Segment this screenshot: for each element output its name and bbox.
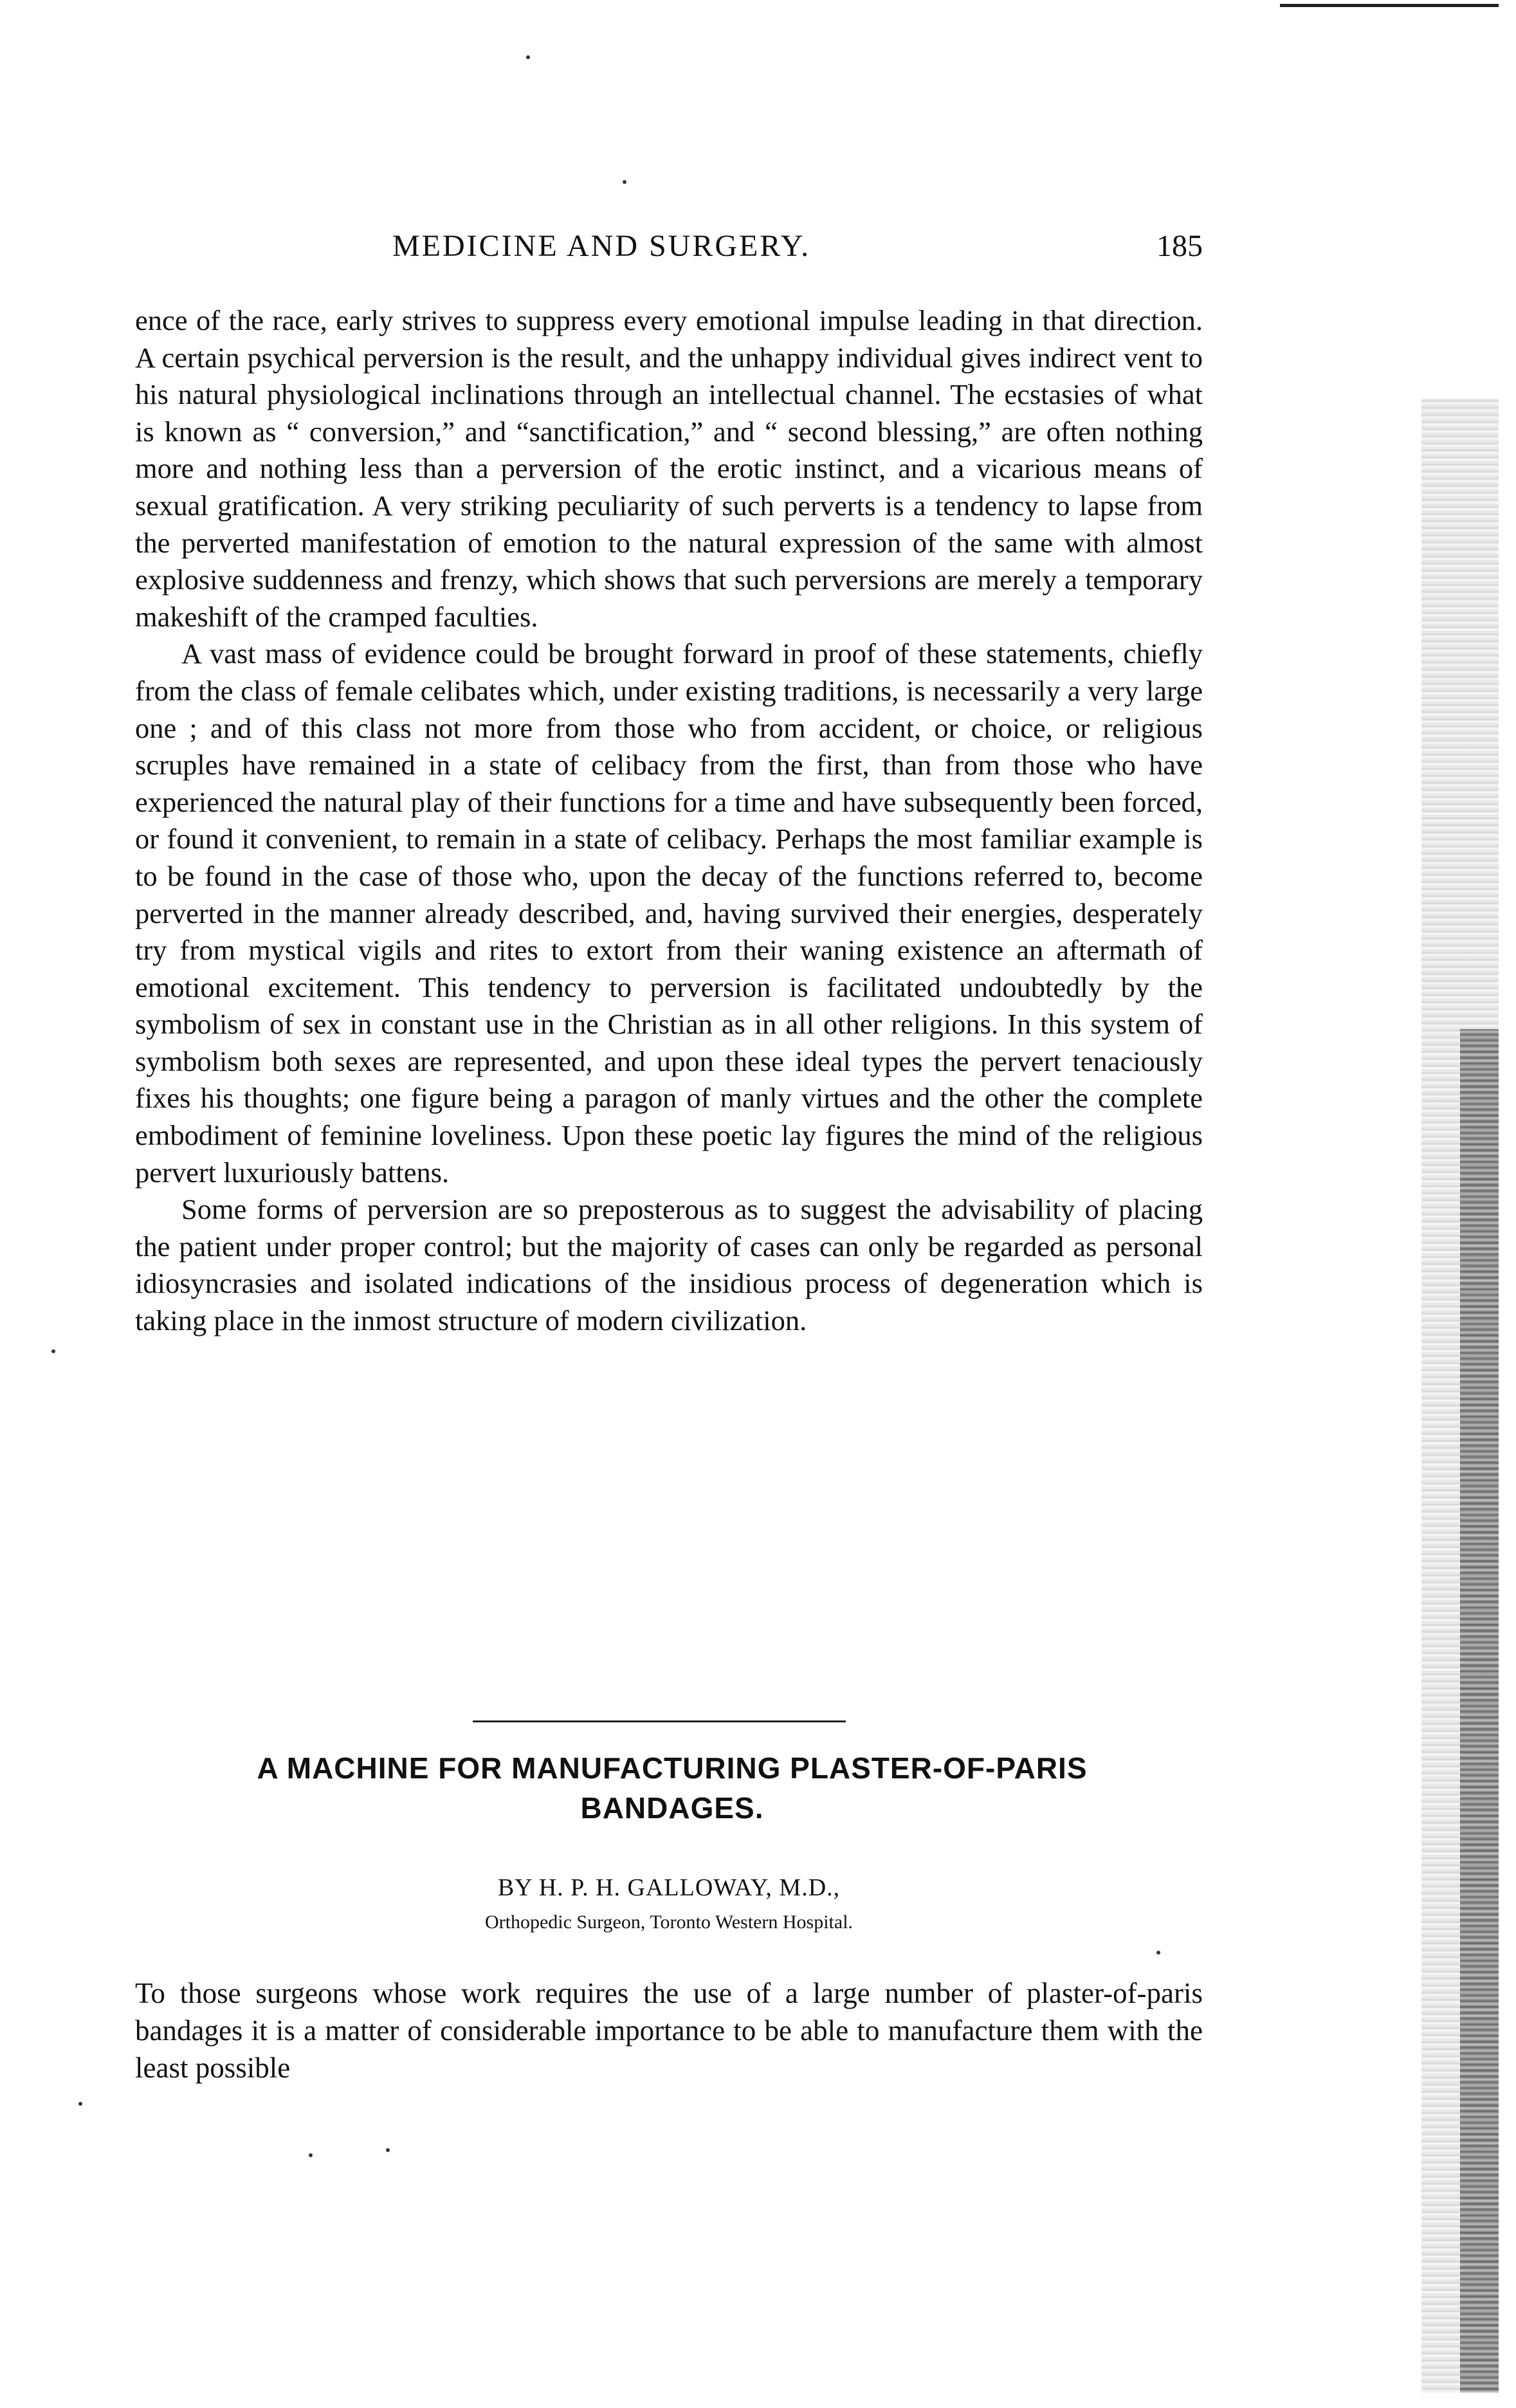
scan-speck bbox=[623, 180, 626, 184]
scan-speck bbox=[51, 1349, 55, 1353]
article-title-line: BANDAGES. bbox=[580, 1791, 764, 1825]
body-paragraph: Some forms of perversion are so preposterous as to suggest the advisability of placing the patient under proper control; but the majority of cases can only be regarded as personal idiosyncrasies and isolated indications of the insidious process of degeneration which is taking place in the inmost structure of modern civilization. bbox=[135, 1193, 1203, 1337]
article-title-line: A MACHINE FOR MANUFACTURING PLASTER-OF-PARIS bbox=[257, 1751, 1088, 1785]
new-article-body bbox=[135, 1975, 1203, 2086]
article-title bbox=[96, 1748, 1248, 1828]
scan-speck bbox=[309, 2153, 313, 2157]
running-head bbox=[135, 228, 1203, 273]
author-affiliation: Orthopedic Surgeon, Toronto Western Hospital. bbox=[484, 1911, 854, 1933]
continued-article-body bbox=[135, 302, 1203, 1340]
page-edge-shadow-dark bbox=[1460, 1029, 1499, 2393]
page-number: 185 bbox=[1156, 229, 1203, 263]
scan-speck bbox=[386, 2148, 390, 2152]
scan-speck bbox=[1156, 1951, 1160, 1955]
body-paragraph: A vast mass of evidence could be brought forward in proof of these statements, chiefly from the class of female celibates which, under existing traditions, is necessarily a very large one ; and of this class not more from those who from accident, or choice, or religious scruples have remained in a state of celibacy from the first, than from those who have experienced the natural play of their functions for a time and have subsequently been forced, or found it convenient, to remain in a state of celibacy. Perhaps the most familiar example is to be found in the case of those who, upon the decay of the functions referred to, become perverted in the manner already described, and, having survived their energies, desperately try from mystical vigils and rites to extort from their waning existence an aftermath of emotional excitement. This tendency to perversion is facilitated undoubtedly by the symbolism of sex in constant use in the Christian as in all other religions. In this system of symbolism both sexes are represented, and upon these ideal types the pervert tenaciously fixes his thoughts; one figure being a paragon of manly virtues and the other the complete embodiment of feminine loveliness. Upon these poetic lay figures the mind of the religious pervert luxuriously battens. bbox=[135, 637, 1203, 1189]
author-byline: BY H. P. H. GALLOWAY, M.D., bbox=[497, 1874, 841, 1901]
running-title: MEDICINE AND SURGERY. bbox=[392, 229, 811, 263]
top-edge-rule bbox=[1280, 4, 1499, 7]
scan-speck bbox=[526, 55, 530, 59]
scan-speck bbox=[78, 2102, 82, 2106]
body-paragraph: To those surgeons whose work requires the use of a large number of plaster-of-paris bandages it is a matter of considerable importance to be able to manufacture them with the least possible bbox=[135, 1977, 1203, 2084]
section-divider bbox=[473, 1720, 846, 1722]
body-paragraph: ence of the race, early strives to suppress every emotional impulse leading in that direction. A certain psychical perversion is the result, and the unhappy individual gives indirect vent to his natural physiological inclinations through an intellectual channel. The ecstasies of what is known as “ conversion,” and “sanctification,” and “ second blessing,” are often nothing more and nothing less than a perversion of the erotic instinct, and a vicarious means of sexual gratification. A very striking peculiarity of such perverts is a tendency to lapse from the perverted manifestation of emotion to the natural expression of the same with almost explosive suddenness and frenzy, which shows that such perversions are merely a temporary makeshift of the cramped faculties. bbox=[135, 304, 1203, 633]
